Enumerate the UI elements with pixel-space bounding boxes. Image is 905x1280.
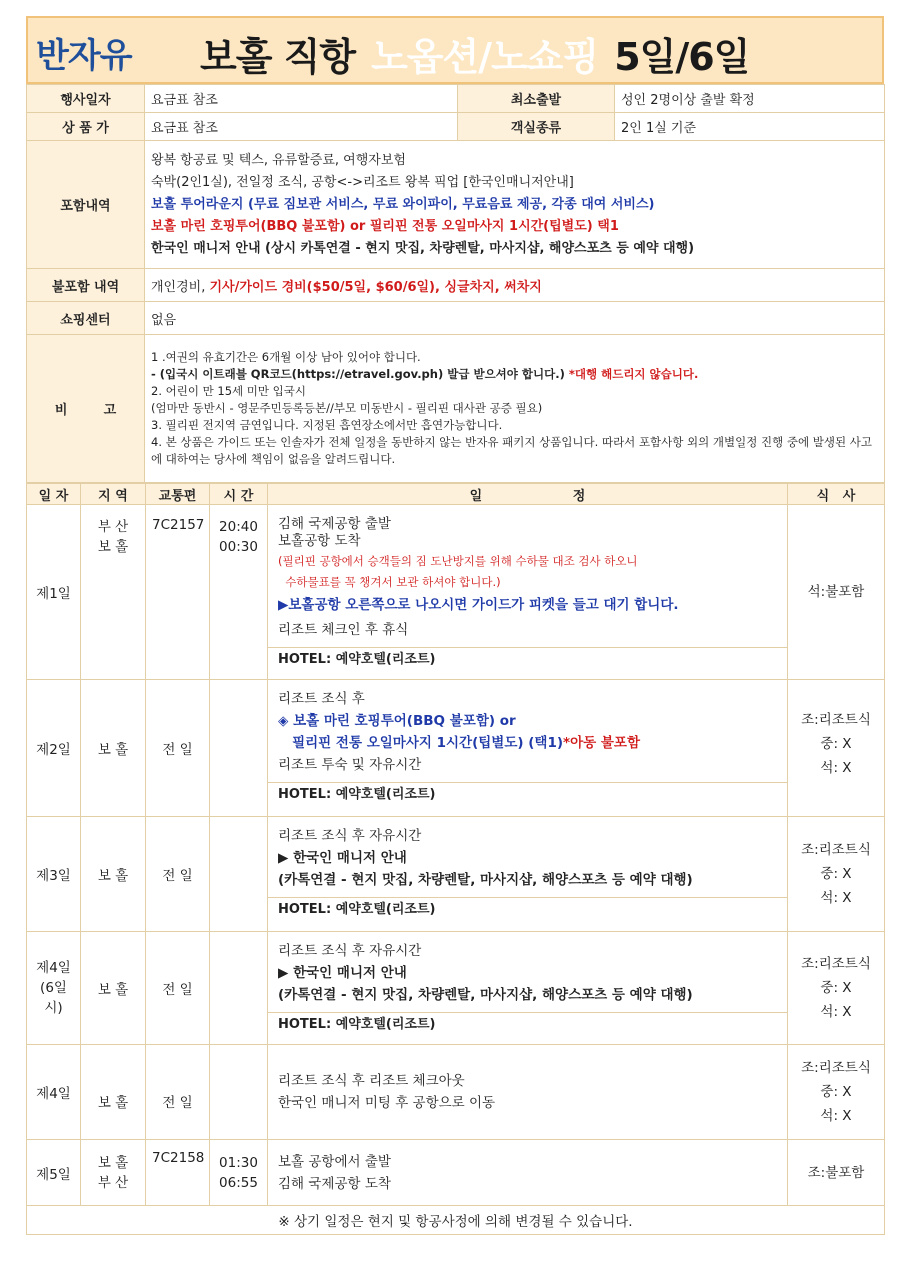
- title-days: 5일/6일: [614, 35, 750, 79]
- time-cell: [210, 817, 268, 932]
- plan-line: 김해 국제공항 출발: [278, 516, 391, 532]
- col-region: 지 역: [81, 484, 146, 505]
- plan-line: ◈ 보홀 마린 호핑투어(BBQ 불포함) or: [278, 713, 516, 729]
- flight-number: 7C2157: [146, 505, 210, 680]
- meal-breakfast: 조:리조트식: [801, 956, 871, 972]
- meal-breakfast: 조:리조트식: [801, 1060, 871, 1076]
- note-no-proxy: *대행 해드리지 않습니다.: [564, 367, 699, 381]
- day-label: [27, 932, 81, 1045]
- header-banner: [26, 16, 884, 84]
- day-label-main: 제4일: [36, 960, 71, 976]
- hotel-line: HOTEL: 예약호텔(리조트): [268, 782, 787, 807]
- included-label: 포함내역: [27, 141, 145, 269]
- included-line: 한국인 매니저 안내 (상시 카톡연결 - 현지 맛집, 차량렌탈, 마사지샵, 해양스포츠 등 예약 대행): [151, 240, 695, 256]
- hotel-line: HOTEL: 예약호텔(리조트): [268, 1012, 787, 1037]
- plan-line: 리조트 체크인 후 휴식: [278, 622, 409, 638]
- info-table: [26, 84, 885, 483]
- included-line: 숙박(2인1실), 전일정 조식, 공항<->리조트 왕복 픽업 [한국인매니저안내]: [151, 174, 574, 190]
- title-option: 노옵션/노쇼핑: [371, 35, 599, 79]
- meal-cell: [788, 932, 885, 1045]
- shopping-value: 없음: [145, 302, 885, 335]
- note-line: 3. 필리핀 전지역 금연입니다. 지정된 흡연장소에서만 흡연가능합니다.: [151, 418, 503, 432]
- transport-cell: 전 일: [146, 932, 210, 1045]
- plan-line: 한국인 매니저 미팅 후 공항으로 이동: [278, 1095, 496, 1111]
- time-cell: [210, 1045, 268, 1140]
- day-label: 제5일: [27, 1140, 81, 1206]
- meal-cell: [788, 680, 885, 817]
- room-label: 객실종류: [458, 113, 615, 141]
- plan-line: 리조트 조식 후 자유시간: [278, 943, 422, 959]
- plan-line: ▶ 한국인 매니저 안내: [278, 850, 407, 866]
- day-label: 제3일: [27, 817, 81, 932]
- included-cell: [145, 141, 885, 269]
- time-cell: [210, 932, 268, 1045]
- plan-line: (카톡연결 - 현지 맛집, 차량렌탈, 마사지샵, 해양스포츠 등 예약 대행): [278, 872, 693, 888]
- brand-label: 반자유: [36, 36, 132, 76]
- hotel-line: HOTEL: 예약호텔(리조트): [268, 897, 787, 922]
- plan-cell: [268, 817, 788, 932]
- plan-line: ▶보홀공항 오른쪽으로 나오시면 가이드가 피켓을 들고 대기 합니다.: [278, 597, 679, 613]
- footer-note: ※ 상기 일정은 현지 및 항공사정에 의해 변경될 수 있습니다.: [27, 1206, 885, 1235]
- region-arrive: 보 홀: [97, 539, 129, 555]
- meal-dinner: 석: X: [820, 1004, 852, 1020]
- meal-cell: 석:불포함: [788, 505, 885, 680]
- schedule-row-day5: [27, 1140, 885, 1206]
- flight-number: 7C2158: [146, 1140, 210, 1206]
- plan-child-note: *아동 불포함: [563, 735, 640, 751]
- region-cell: 보 홀: [81, 817, 146, 932]
- region-depart: 부 산: [97, 519, 129, 535]
- min-depart-value: 성인 2명이상 출발 확정: [615, 85, 885, 113]
- plan-cell: [268, 932, 788, 1045]
- schedule-row-day4: [27, 1045, 885, 1140]
- time-cell: [210, 505, 268, 680]
- schedule-row-day3: [27, 817, 885, 932]
- schedule-row-day2: [27, 680, 885, 817]
- schedule-table: [26, 483, 885, 1235]
- room-value: 2인 1실 기준: [615, 113, 885, 141]
- meal-lunch: 중: X: [820, 736, 852, 752]
- time-cell: [210, 1140, 268, 1206]
- meal-cell: [788, 817, 885, 932]
- region-cell: [81, 505, 146, 680]
- note-line: 4. 본 상품은 가이드 또는 인솔자가 전체 일정을 동반하지 않는 반자유 패키지 상품입니다. 따라서 포함사항 외의 개별일정 진행 중에 발생된 사고에 대하여는 당사에 책임이 없음을 알려드립니다.: [151, 435, 872, 466]
- plan-line: 리조트 조식 후 자유시간: [278, 828, 422, 844]
- meal-dinner: 석: X: [820, 1108, 852, 1124]
- day-label-sub: (6일시): [40, 980, 67, 1016]
- note-etravel: - (입국시 이트래블 QR코드(https://etravel.gov.ph) 발급 받으셔야 합니다.): [151, 367, 565, 381]
- meal-lunch: 중: X: [820, 1084, 852, 1100]
- plan-cell: [268, 1140, 788, 1206]
- meal-dinner: 석: X: [820, 890, 852, 906]
- meal-breakfast: 조:리조트식: [801, 712, 871, 728]
- title-main: 보홀 직항: [200, 35, 356, 79]
- min-depart-label: 최소출발: [458, 85, 615, 113]
- travel-date-value: 요금표 참조: [145, 85, 458, 113]
- plan-massage: 필리핀 전통 오일마사지 1시간(팁별도) (택1): [278, 735, 564, 751]
- excluded-red: 기사/가이드 경비($50/5일, $60/6일), 싱글차지, 써차지: [209, 279, 542, 295]
- region-depart: 보 홀: [97, 1154, 129, 1171]
- meal-breakfast: 조:리조트식: [801, 842, 871, 858]
- excluded-cell: [145, 269, 885, 302]
- region-cell: 보 홀: [81, 932, 146, 1045]
- excluded-label: 불포함 내역: [27, 269, 145, 302]
- transport-cell: 전 일: [146, 680, 210, 817]
- shopping-label: 쇼핑센터: [27, 302, 145, 335]
- note-line: 2. 어린이 만 15세 미만 입국시: [151, 384, 306, 398]
- included-line: 보홀 투어라운지 (무료 짐보관 서비스, 무료 와이파이, 무료음료 제공, 각종 대여 서비스): [151, 196, 655, 212]
- plan-line: 수하물표를 꼭 챙겨서 보관 하셔야 합니다.): [278, 575, 501, 589]
- region-arrive: 부 산: [97, 1174, 129, 1191]
- region-cell: 보 홀: [81, 1045, 146, 1140]
- time-cell: [210, 680, 268, 817]
- hotel-line: HOTEL: 예약호텔(리조트): [268, 647, 787, 672]
- plan-line: 보홀공항 도착: [278, 533, 361, 549]
- plan-cell: [268, 1045, 788, 1140]
- time-arrive: 06:55: [219, 1174, 258, 1191]
- meal-cell: [788, 1045, 885, 1140]
- region-cell: [81, 1140, 146, 1206]
- time-depart: 01:30: [219, 1154, 258, 1171]
- col-meal: 식 사: [788, 484, 885, 505]
- plan-cell: [268, 680, 788, 817]
- transport-cell: 전 일: [146, 1045, 210, 1140]
- note-cell: [145, 335, 885, 483]
- meal-lunch: 중: X: [820, 980, 852, 996]
- plan-line: 리조트 조식 후 리조트 체크아웃: [278, 1073, 465, 1089]
- travel-date-label: 행사일자: [27, 85, 145, 113]
- meal-dinner: 석: X: [820, 760, 852, 776]
- plan-line: 보홀 공항에서 출발: [278, 1153, 391, 1170]
- note-line: 1 .여권의 유효기간은 6개월 이상 남아 있어야 합니다.: [151, 350, 421, 364]
- col-day: 일 자: [27, 484, 81, 505]
- price-value: 요금표 참조: [145, 113, 458, 141]
- col-time: 시 간: [210, 484, 268, 505]
- time-arrive: 00:30: [219, 539, 258, 555]
- time-depart: 20:40: [219, 519, 258, 535]
- schedule-row-day4-6day: [27, 932, 885, 1045]
- plan-line: [278, 732, 777, 754]
- day-label: 제1일: [27, 505, 81, 680]
- note-line: (엄마만 동반시 - 영문주민등록등본//부모 미동반시 - 필리핀 대사관 공증 필요): [151, 401, 543, 415]
- day-label: 제2일: [27, 680, 81, 817]
- page-title: [200, 26, 749, 81]
- plan-line: ▶ 한국인 매니저 안내: [278, 965, 407, 981]
- plan-line: 리조트 투숙 및 자유시간: [278, 757, 422, 773]
- itinerary-page: [26, 16, 884, 1235]
- note-line: [151, 366, 878, 383]
- meal-lunch: 중: X: [820, 866, 852, 882]
- plan-line: (필리핀 공항에서 승객들의 짐 도난방지를 위해 수하물 대조 검사 하오니: [278, 554, 638, 568]
- included-line: 보홀 마린 호핑투어(BBQ 불포함) or 필리핀 전통 오일마사지 1시간(팁별도) 택1: [151, 218, 619, 234]
- col-transport: 교통편: [146, 484, 210, 505]
- meal-cell: 조:불포함: [788, 1140, 885, 1206]
- col-plan: 일 정: [268, 484, 788, 505]
- plan-line: 김해 국제공항 도착: [278, 1175, 391, 1192]
- plan-line: 리조트 조식 후: [278, 691, 365, 707]
- plan-line: (카톡연결 - 현지 맛집, 차량렌탈, 마사지샵, 해양스포츠 등 예약 대행): [278, 987, 693, 1003]
- price-label: 상 품 가: [27, 113, 145, 141]
- day-label: 제4일: [27, 1045, 81, 1140]
- note-label: 비 고: [27, 335, 145, 483]
- plan-cell: [268, 505, 788, 680]
- transport-cell: 전 일: [146, 817, 210, 932]
- schedule-row-day1: [27, 505, 885, 680]
- region-cell: 보 홀: [81, 680, 146, 817]
- excluded-prefix: 개인경비,: [151, 279, 210, 295]
- included-line: 왕복 항공료 및 텍스, 유류할증료, 여행자보험: [151, 152, 406, 168]
